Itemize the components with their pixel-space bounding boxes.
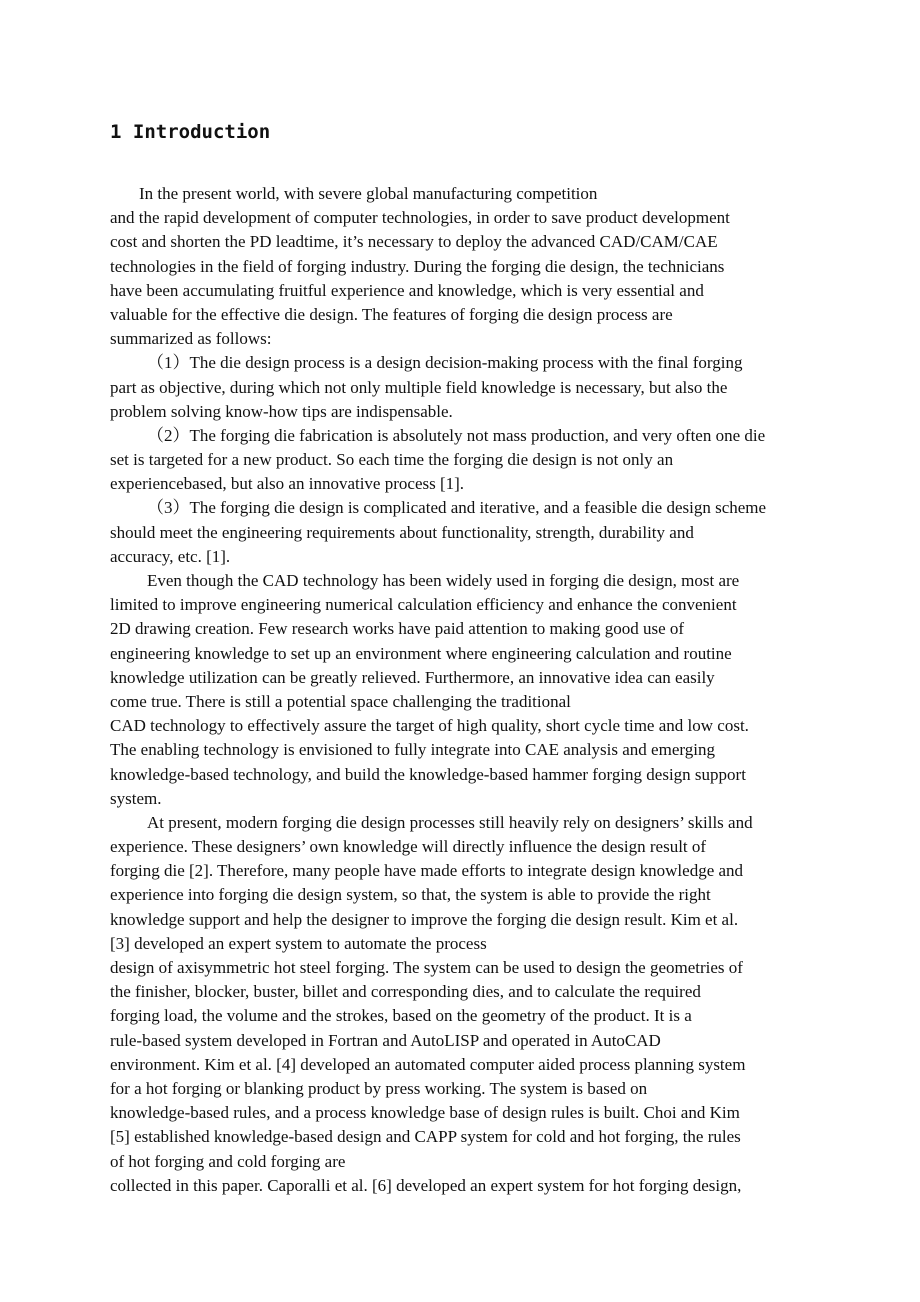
text-line: （2）The forging die fabrication is absolutely not mass production, and very often one die (147, 425, 766, 445)
text-line: cost and shorten the PD leadtime, it’s necessary to deploy the advanced CAD/CAM/CAE (110, 232, 718, 252)
text-line: should meet the engineering requirements about functionality, strength, durability and (110, 522, 694, 542)
text-line: accuracy, etc. [1]. (110, 546, 231, 566)
text-line: valuable for the effective die design. The features of forging die design process are (110, 304, 673, 324)
section-heading: 1 Introduction (110, 121, 271, 143)
text-line: experience into forging die design system, so that, the system is able to provide the right (110, 885, 711, 905)
text-line: experience. These designers’ own knowledge will directly influence the design result of (110, 837, 707, 857)
text-line: limited to improve engineering numerical calculation efficiency and enhance the convenient (110, 595, 737, 615)
text-line: forging load, the volume and the strokes, based on the geometry of the product. It is a (110, 1006, 692, 1026)
text-line: summarized as follows: (110, 329, 272, 349)
text-line: [5] established knowledge-based design and CAPP system for cold and hot forging, the rules (110, 1127, 741, 1147)
text-line: of hot forging and cold forging are (110, 1151, 346, 1171)
text-line: have been accumulating fruitful experience and knowledge, which is very essential and (110, 280, 704, 300)
text-line: knowledge support and help the designer to improve the forging die design result. Kim et al. (110, 909, 739, 929)
text-line: come true. There is still a potential space challenging the traditional (110, 691, 571, 711)
text-line: for a hot forging or blanking product by press working. The system is based on (110, 1078, 648, 1098)
text-line: Even though the CAD technology has been widely used in forging die design, most are (147, 571, 740, 590)
text-line: experiencebased, but also an innovative process [1]. (110, 474, 465, 494)
text-line: environment. Kim et al. [4] developed an automated computer aided process planning system (110, 1054, 746, 1074)
text-line: 2D drawing creation. Few research works have paid attention to making good use of (110, 619, 685, 639)
text-line: In the present world, with severe global manufacturing competition (139, 184, 598, 203)
text-line: engineering knowledge to set up an environment where engineering calculation and routine (110, 643, 732, 663)
text-line: knowledge utilization can be greatly relieved. Furthermore, an innovative idea can easily (110, 667, 715, 687)
text-line: problem solving know-how tips are indispensable. (110, 401, 453, 421)
body-text (110, 182, 830, 1198)
text-line: rule-based system developed in Fortran and AutoLISP and operated in AutoCAD (110, 1030, 661, 1050)
text-line: set is targeted for a new product. So each time the forging die design is not only an (110, 450, 674, 470)
text-line: forging die [2]. Therefore, many people have made efforts to integrate design knowledge and (110, 861, 744, 881)
text-line: knowledge-based rules, and a process knowledge base of design rules is built. Choi and Kim (110, 1103, 740, 1123)
text-line: the finisher, blocker, buster, billet and corresponding dies, and to calculate the required (110, 982, 701, 1002)
text-line: CAD technology to effectively assure the target of high quality, short cycle time and low cost. (110, 716, 749, 736)
text-line: system. (110, 788, 162, 808)
text-line: and the rapid development of computer technologies, in order to save product development (110, 208, 730, 228)
text-line: （3）The forging die design is complicated and iterative, and a feasible die design scheme (147, 498, 767, 518)
text-line: [3] developed an expert system to automate the process (110, 933, 487, 953)
text-line: The enabling technology is envisioned to fully integrate into CAE analysis and emerging (110, 740, 715, 760)
text-line: At present, modern forging die design processes still heavily rely on designers’ skills and (147, 812, 753, 832)
text-line: technologies in the field of forging industry. During the forging die design, the technicians (110, 256, 725, 276)
text-line: knowledge-based technology, and build the knowledge-based hammer forging design support (110, 764, 746, 784)
text-line: design of axisymmetric hot steel forging. The system can be used to design the geometries of (110, 958, 743, 977)
text-line: part as objective, during which not only multiple field knowledge is necessary, but also the (110, 377, 728, 397)
text-line: collected in this paper. Caporalli et al. [6] developed an expert system for hot forging design, (110, 1175, 742, 1195)
text-line: （1）The die design process is a design decision-making process with the final forging (147, 353, 743, 373)
